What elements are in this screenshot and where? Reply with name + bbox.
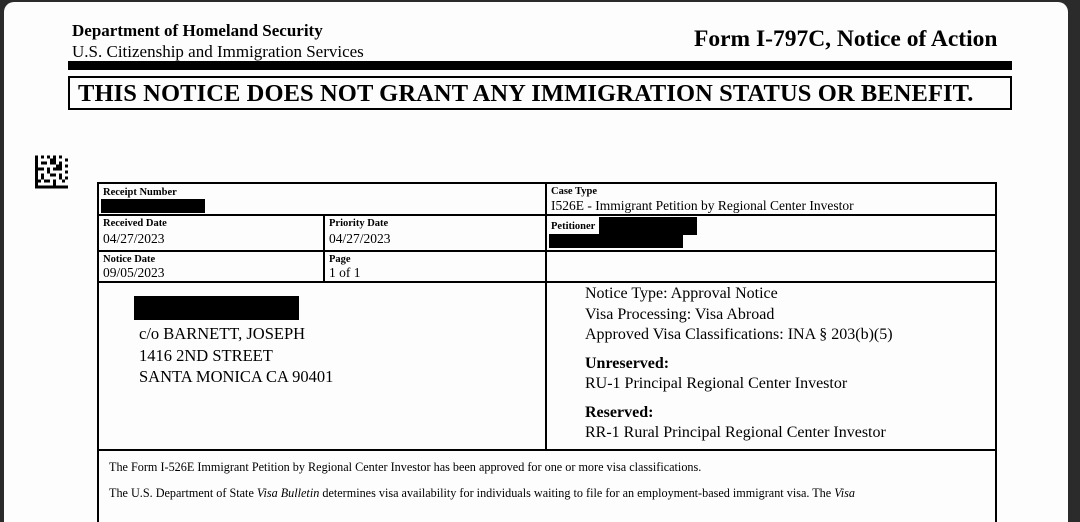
visa-bulletin-title: Visa Bulletin [256, 486, 320, 500]
body-paragraph-2: The U.S. Department of State Visa Bulletin determines visa availability for individuals waiting to file for an employment-based immigrant visa. The Visa [109, 486, 855, 500]
reserved-value: RR-1 Rural Principal Regional Center Investor [585, 424, 886, 441]
disclaimer-banner [68, 76, 1012, 110]
case-type-label: Case Type [551, 186, 597, 197]
approved-classifications: Approved Visa Classifications: INA § 203(b)(5) [585, 326, 893, 343]
sub-agency-name: U.S. Citizenship and Immigration Services [72, 42, 364, 61]
header-divider-bar [68, 61, 1012, 70]
notice-info-block [585, 284, 893, 444]
priority-date-label: Priority Date [329, 218, 389, 229]
received-date-value: 04/27/2023 [103, 231, 165, 246]
petitioner-label: Petitioner [551, 221, 596, 232]
notice-type: Notice Type: Approval Notice [585, 285, 778, 302]
address-line-3: SANTA MONICA CA 90401 [139, 367, 334, 386]
priority-date-value: 04/27/2023 [329, 231, 391, 246]
disclaimer-text: THIS NOTICE DOES NOT GRANT ANY IMMIGRATION STATUS OR BENEFIT. [78, 80, 974, 107]
receipt-number-label: Receipt Number [103, 187, 177, 198]
datamatrix-barcode-icon [35, 155, 68, 189]
reserved-heading: Reserved: [585, 403, 654, 421]
notice-page [4, 2, 1068, 522]
page-label: Page [329, 254, 351, 265]
body-paragraph-1: The Form I-526E Immigrant Petition by Regional Center Investor has been approved for one or more visa classifications. [109, 460, 702, 474]
page-value: 1 of 1 [329, 265, 361, 280]
petitioner-redacted [599, 217, 697, 235]
agency-name: Department of Homeland Security [72, 21, 323, 40]
petitioner-redacted-line2 [549, 234, 683, 248]
notice-date-value: 09/05/2023 [103, 265, 165, 280]
form-title: Form I-797C, Notice of Action [694, 26, 998, 52]
unreserved-heading: Unreserved: [585, 354, 670, 372]
case-type-value: I526E - Immigrant Petition by Regional Center Investor [551, 198, 854, 213]
notice-date-label: Notice Date [103, 254, 156, 265]
receipt-number-redacted [101, 199, 205, 213]
unreserved-value: RU-1 Principal Regional Center Investor [585, 375, 848, 392]
visa-processing: Visa Processing: Visa Abroad [585, 305, 775, 323]
address-block [139, 323, 333, 388]
addressee-redacted [134, 296, 299, 320]
notice-table [97, 182, 997, 522]
viewer-frame-edge [1068, 0, 1080, 502]
address-line-1: c/o BARNETT, JOSEPH [139, 324, 306, 343]
address-line-2: 1416 2ND STREET [139, 345, 273, 365]
received-date-label: Received Date [103, 218, 167, 229]
